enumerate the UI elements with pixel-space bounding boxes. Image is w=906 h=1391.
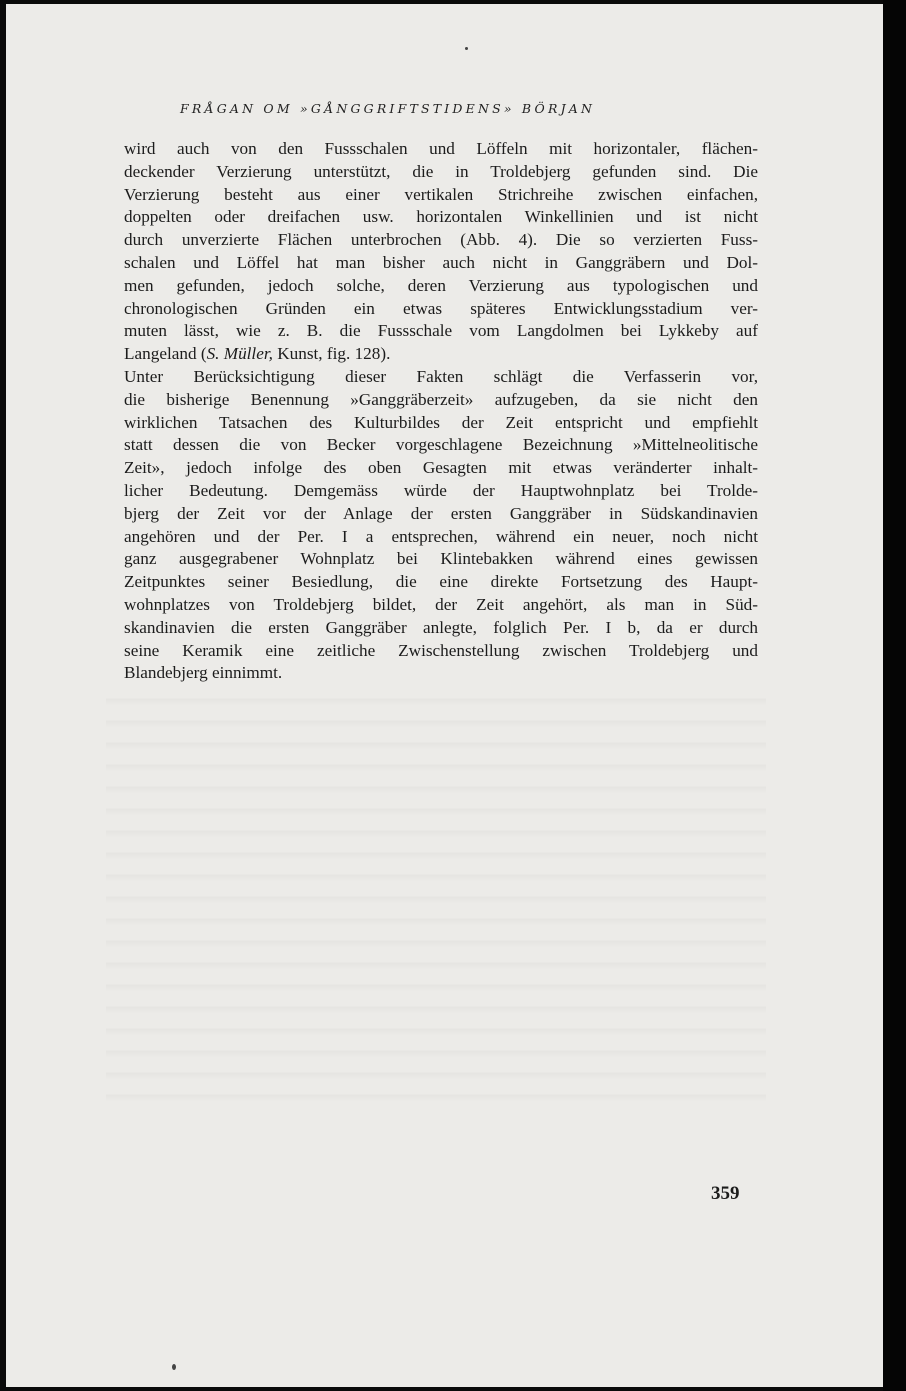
text-line: Verzierung besteht aus einer vertikalen Strichreihe zwischen einfachen, bbox=[124, 184, 758, 204]
paragraph-1 bbox=[124, 138, 758, 366]
text-line: Zeitpunktes seiner Besiedlung, die eine direkte Fortsetzung des Haupt- bbox=[124, 572, 758, 592]
text-line: bjerg der Zeit vor der Anlage der ersten Ganggräber in Südskandinavien bbox=[124, 503, 758, 523]
text-line: licher Bedeutung. Demgemäss würde der Hauptwohnplatz bei Trolde- bbox=[124, 480, 758, 500]
show-through-texture bbox=[106, 684, 766, 1104]
text-line: durch unverzierte Flächen unterbrochen (Abb. 4). Die so verzierten Fuss- bbox=[124, 230, 758, 250]
dust-speck bbox=[465, 47, 468, 50]
text-line: statt dessen die von Becker vorgeschlagene Bezeichnung »Mittelneolitische bbox=[124, 435, 758, 455]
text-line: wirklichen Tatsachen des Kulturbildes der Zeit entspricht und empfiehlt bbox=[124, 412, 758, 432]
text-line: angehören und der Per. I a entsprechen, während ein neuer, noch nicht bbox=[124, 526, 758, 546]
running-head: FRÅGAN OM »GÅNGGRIFTSTIDENS» BÖRJAN bbox=[180, 101, 596, 116]
text-line: Zeit», jedoch infolge des oben Gesagten mit etwas veränderter inhalt- bbox=[124, 458, 758, 478]
text-line: skandinavien die ersten Ganggräber anlegte, folglich Per. I b, da er durch bbox=[124, 617, 758, 637]
book-page bbox=[6, 4, 886, 1387]
text-line: deckender Verzierung unterstützt, die in Troldebjerg gefunden sind. Die bbox=[124, 161, 758, 181]
paragraph-2 bbox=[124, 366, 758, 685]
text-line: die bisherige Benennung »Ganggräberzeit» aufzugeben, da sie nicht den bbox=[124, 389, 758, 409]
text-line: wird auch von den Fussschalen und Löffeln mit horizontaler, flächen- bbox=[124, 139, 758, 158]
dust-speck bbox=[172, 1364, 176, 1370]
text-line bbox=[124, 343, 758, 366]
text-line: men gefunden, jedoch solche, deren Verzierung aus typologischen und bbox=[124, 275, 758, 295]
text-segment: Kunst, fig. 128). bbox=[272, 344, 391, 364]
text-line: ganz ausgegrabener Wohnplatz bei Klintebakken während eines gewissen bbox=[124, 549, 758, 569]
text-line: wohnplatzes von Troldebjerg bildet, der Zeit angehört, als man in Süd- bbox=[124, 594, 758, 614]
text-line: Blandebjerg einnimmt. bbox=[124, 663, 283, 683]
text-line: chronologischen Gründen ein etwas späteres Entwicklungsstadium ver- bbox=[124, 298, 758, 318]
text-line: schalen und Löffel hat man bisher auch nicht in Ganggräbern und Dol- bbox=[124, 252, 758, 272]
text-line: muten lässt, wie z. B. die Fussschale vom Langdolmen bei Lykkeby auf bbox=[124, 321, 758, 341]
body-text bbox=[124, 138, 758, 685]
author-citation: S. Müller, bbox=[206, 344, 273, 364]
text-segment: Langeland ( bbox=[124, 344, 207, 364]
text-line: seine Keramik eine zeitliche Zwischenstellung zwischen Troldebjerg und bbox=[124, 640, 758, 660]
text-line: doppelten oder dreifachen usw. horizontalen Winkellinien und ist nicht bbox=[124, 207, 758, 227]
text-line: Unter Berücksichtigung dieser Fakten schlägt die Verfasserin vor, bbox=[124, 366, 758, 386]
scan-edge bbox=[883, 0, 906, 1391]
page-number: 359 bbox=[711, 1183, 740, 1204]
